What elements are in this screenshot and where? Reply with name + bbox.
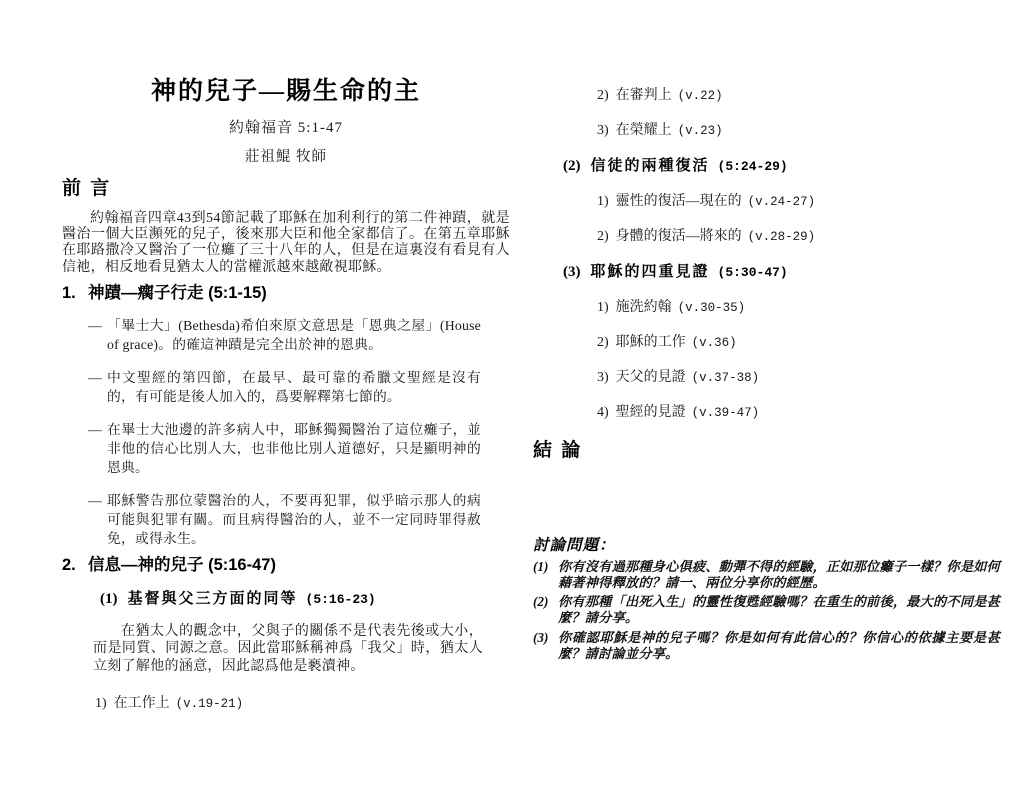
question-number: (1) (533, 559, 549, 574)
item-label: 聖經的見證 (615, 405, 686, 420)
conclusion-heading: 結 論 (533, 440, 583, 461)
discussion-question (533, 594, 1000, 625)
discussion-heading: 討論問題： (533, 537, 616, 554)
item-label: 在榮耀上 (615, 123, 672, 138)
subsection2-heading (563, 158, 1000, 175)
item-label: 身體的復活—將來的 (615, 229, 742, 244)
question-number: (2) (533, 594, 549, 610)
item-label: 耶穌的工作 (615, 335, 686, 350)
subsection1-title: 基督與父三方面的同等 (127, 590, 298, 607)
item-number: 2) (597, 229, 609, 244)
subsection1-paragraph: 在猶太人的觀念中，父與子的關係不是代表先後或大小，而是同質、同源之意。因此當耶穌稱神爲「我父」時，猶太人立刻了解他的涵意，因此認爲他是褻瀆神。 (93, 623, 483, 674)
discussion-question (533, 559, 1000, 590)
bullet-text: 耶穌警告那位蒙醫治的人，不要再犯罪，似乎暗示那人的病可能與犯罪有關。而且病得醫治的人，並不一定同時罪得赦免，或得永生。 (107, 492, 481, 546)
item-label: 在審判上 (615, 88, 672, 103)
item-number: 2) (597, 335, 609, 350)
bullet-dash: — (88, 492, 102, 508)
item-number: 1) (597, 194, 609, 209)
outline-item (597, 229, 1000, 245)
item-label: 天父的見證 (615, 370, 686, 385)
bullet-dash: — (88, 369, 102, 385)
question-text: 你確認耶穌是神的兒子嗎？你是如何有此信心的？你信心的依據主要是甚麼？請討論並分享。 (558, 629, 1000, 661)
bullet-dash: — (88, 421, 102, 437)
section2-title: 信息—神的兒子 (5:16-47) (88, 555, 276, 574)
subsection3-title: 耶穌的四重見證 (590, 264, 710, 280)
section1-title: 神蹟—瘸子行走 (5:1-15) (88, 283, 267, 302)
outline-item (597, 335, 1000, 351)
outline-item (597, 194, 1000, 210)
subsection1-item-list (95, 696, 510, 712)
page-title: 神的兒子—賜生命的主 (150, 78, 421, 105)
subsection3-item-list (533, 300, 1000, 421)
outline-item (597, 88, 1000, 104)
item-verse-ref: (v.28-29) (747, 230, 816, 244)
subsection1-marker: (1) (100, 590, 118, 607)
section2-number: 2. (62, 555, 76, 574)
discussion-question-list (533, 559, 1000, 661)
item-number: 1) (597, 300, 609, 315)
item-label: 施洗約翰 (615, 300, 672, 315)
outline-item (597, 370, 1000, 386)
discussion-question (533, 630, 1000, 661)
question-number: (3) (533, 629, 549, 645)
item-number: 3) (597, 123, 609, 138)
subsection2-marker: (2) (563, 158, 581, 174)
section1-number: 1. (62, 283, 76, 302)
bullet-text: 在畢士大池邊的許多病人中，耶穌獨獨醫治了這位癱子，並非他的信心比別人大，也非他比別人道德好，只是顯明神的恩典。 (107, 421, 481, 475)
item-label: 在工作上 (113, 696, 170, 712)
subsection3-verse-ref: (5:30-47) (717, 265, 788, 280)
right-column (533, 88, 1000, 665)
scripture-reference: 約翰福音 5:1-47 (229, 120, 343, 136)
item-number: 3) (597, 370, 609, 385)
item-verse-ref: (v.39-47) (691, 406, 760, 420)
subsection1-heading (100, 591, 510, 608)
subsection3-marker: (3) (563, 264, 581, 280)
outline-bullet (88, 491, 510, 548)
outline-bullet (88, 368, 510, 406)
outline-bullet (88, 316, 510, 354)
left-column (62, 70, 510, 712)
item-verse-ref: (v.36) (691, 336, 737, 350)
item-verse-ref: (v.23) (677, 124, 723, 138)
item-number: 4) (597, 405, 609, 420)
subsection2-title: 信徒的兩種復活 (590, 158, 710, 174)
section2-heading (62, 556, 510, 574)
item-number: 1) (95, 696, 107, 712)
bullet-dash: — (88, 317, 102, 333)
item-label: 靈性的復活—現在的 (615, 194, 742, 209)
subsection1-verse-ref: (5:16-23) (305, 591, 376, 607)
item-verse-ref: (v.30-35) (677, 301, 746, 315)
section1-heading (62, 284, 510, 302)
bullet-text: 「畢士大」(Bethesda)希伯來原文意思是「恩典之屋」(House of grace)。的確這神蹟是完全出於神的恩典。 (107, 317, 481, 352)
subsection2-item-list (533, 194, 1000, 245)
bullet-text: 中文聖經的第四節，在最早、最可靠的希臘文聖經是沒有的，有可能是後人加入的，爲要解釋第七節的。 (107, 369, 481, 404)
preface-heading: 前 言 (62, 178, 112, 199)
author-name: 莊祖鯤 牧師 (244, 149, 328, 165)
preface-paragraph: 約翰福音四章43到54節記載了耶穌在加利利行的第二件神蹟，就是醫治一個大臣瀕死的兒子，後來那大臣和他全家都信了。在第五章耶穌在耶路撒冷又醫治了一位癱了三十八年的人，但是在這裏沒有看見有人信祂，相反地看見猶太人的當權派越來越敵視耶穌。 (62, 211, 510, 275)
outline-item (95, 696, 510, 712)
outline-item (597, 405, 1000, 421)
subsection2-verse-ref: (5:24-29) (717, 159, 788, 174)
item-verse-ref: (v.22) (677, 89, 723, 103)
section1-bullet-list (62, 316, 510, 548)
item-verse-ref: (v.19-21) (175, 697, 244, 712)
item-verse-ref: (v.24-27) (747, 195, 816, 209)
question-text: 你有沒有過那種身心俱疲、動彈不得的經驗，正如那位癱子一樣？你是如何藉著神得釋放的？請一、兩位分享你的經歷。 (558, 559, 1000, 590)
question-text: 你有那種「出死入生」的靈性復甦經驗嗎？在重生的前後，最大的不同是甚麼？請分享。 (558, 594, 1000, 626)
outline-bullet (88, 420, 510, 477)
item-verse-ref: (v.37-38) (691, 371, 760, 385)
item-number: 2) (597, 88, 609, 103)
subsection3-heading (563, 264, 1000, 281)
subsection1-continued-items (533, 88, 1000, 139)
outline-item (597, 300, 1000, 316)
outline-item (597, 123, 1000, 139)
